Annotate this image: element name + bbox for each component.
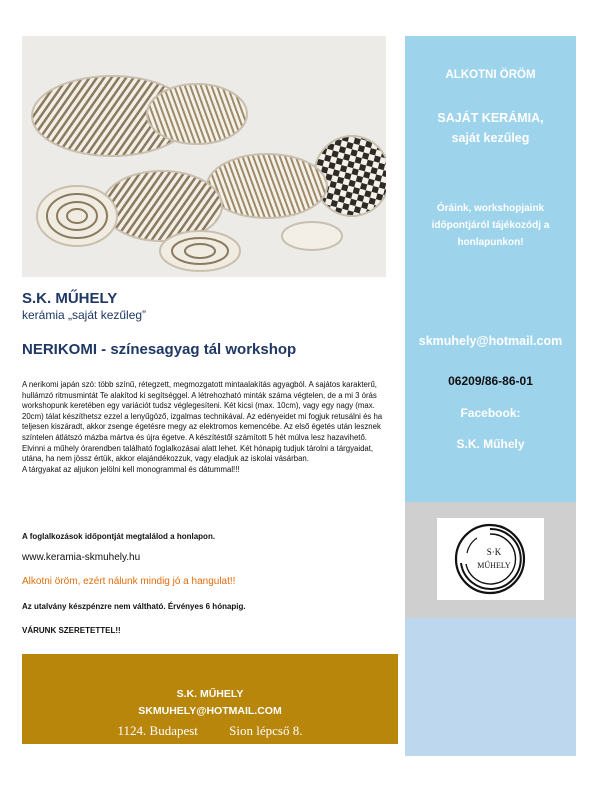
logo [437, 518, 544, 600]
sidebar-title: ALKOTNI ÖRÖM [445, 69, 536, 81]
voucher-note: Az utalvány készpénzre nem váltható. Érvényes 6 hónapig. [22, 602, 246, 611]
workshop-title: NERIKOMI - színesagyag tál workshop [22, 341, 297, 358]
website-link[interactable]: www.keramia-skmuhely.hu [22, 552, 141, 563]
ceramics-photo [22, 36, 386, 277]
slogan: Alkotni öröm, ezért nálunk mindig jó a hangulat!! [22, 576, 236, 587]
spiral-logo-icon [437, 518, 544, 600]
workshop-description [22, 380, 386, 475]
sidebar-email-text[interactable]: skmuhely@hotmail.com [418, 334, 563, 348]
sidebar-info: Óráink, workshopjaink időpontjáról tájékozódj a honlapunkon! [431, 203, 550, 248]
sidebar-line1: SAJÁT KERÁMIA, [437, 111, 544, 125]
footer-contact-box [22, 654, 398, 744]
description-paragraph: A tárgyakat az aljukon jelölni kell monogrammal és dátummal!!! [22, 464, 240, 474]
welcome-text: VÁRUNK SZERETETTEL!! [22, 626, 121, 635]
footer-city: 1124. Budapest [117, 723, 198, 738]
schedule-notice: A foglalkozások időpontját megtalálod a honlapon. [22, 532, 216, 541]
sidebar-email[interactable] [405, 331, 576, 351]
sidebar-phone: 06209/86-86-01 [448, 374, 533, 388]
brand-tagline: kerámia „saját kezűleg” [22, 308, 147, 322]
footer-address [22, 723, 398, 739]
footer-street: Sion lépcső 8. [229, 723, 303, 738]
sidebar-line2: saját kezűleg [451, 131, 530, 145]
brand-title: S.K. MŰHELY [22, 290, 118, 307]
description-paragraph: A nerikomi japán szó: több színű, rétegzett, megmozgatott mintaalakítás agyagból. A sajátos karakterű, hullámzó ritmusmintát Te alakítod ki segítséggel. A létrehozható minták száma végtelen, de a mi 3 órás workshopunk keretében egy variációt tudsz véglegesíteni. Két kicsi (max. 10cm), vagy egy nagy (max. 20cm) tálat készíthetsz ezzel a lenyűgöző, izgalmas technikával. Az edényeidet mi fogjuk retusálni és ha teljesen kiszáradt, akkor zsenge égetésre megy az elektromos kemencébe. Az első égetés után lesznek színtelen átlátszó mázba mártva és újra égetve. A készítéstől számított 5 hét múlva lesz hazavihető. Elvinni a műhely órarendben található foglalkozásai alatt lehet. Két hónapig tudjuk tárolni a tárgyaidat, utána, ha nem jössz értük, akkor elajándékozzuk, vagy eladjuk az iskolai vásárban. [22, 380, 383, 464]
logo-text-top: S·K [486, 547, 502, 557]
sidebar-info-panel [405, 36, 576, 502]
footer-email[interactable]: SKMUHELY@HOTMAIL.COM [138, 705, 282, 717]
sidebar-facebook-name[interactable]: S.K. Műhely [456, 437, 525, 451]
logo-text-bottom: MŰHELY [477, 561, 511, 570]
ceramic-bowls-illustration [22, 36, 386, 277]
sidebar-facebook-label: Facebook: [460, 406, 521, 420]
footer-name: S.K. MŰHELY [176, 688, 244, 700]
